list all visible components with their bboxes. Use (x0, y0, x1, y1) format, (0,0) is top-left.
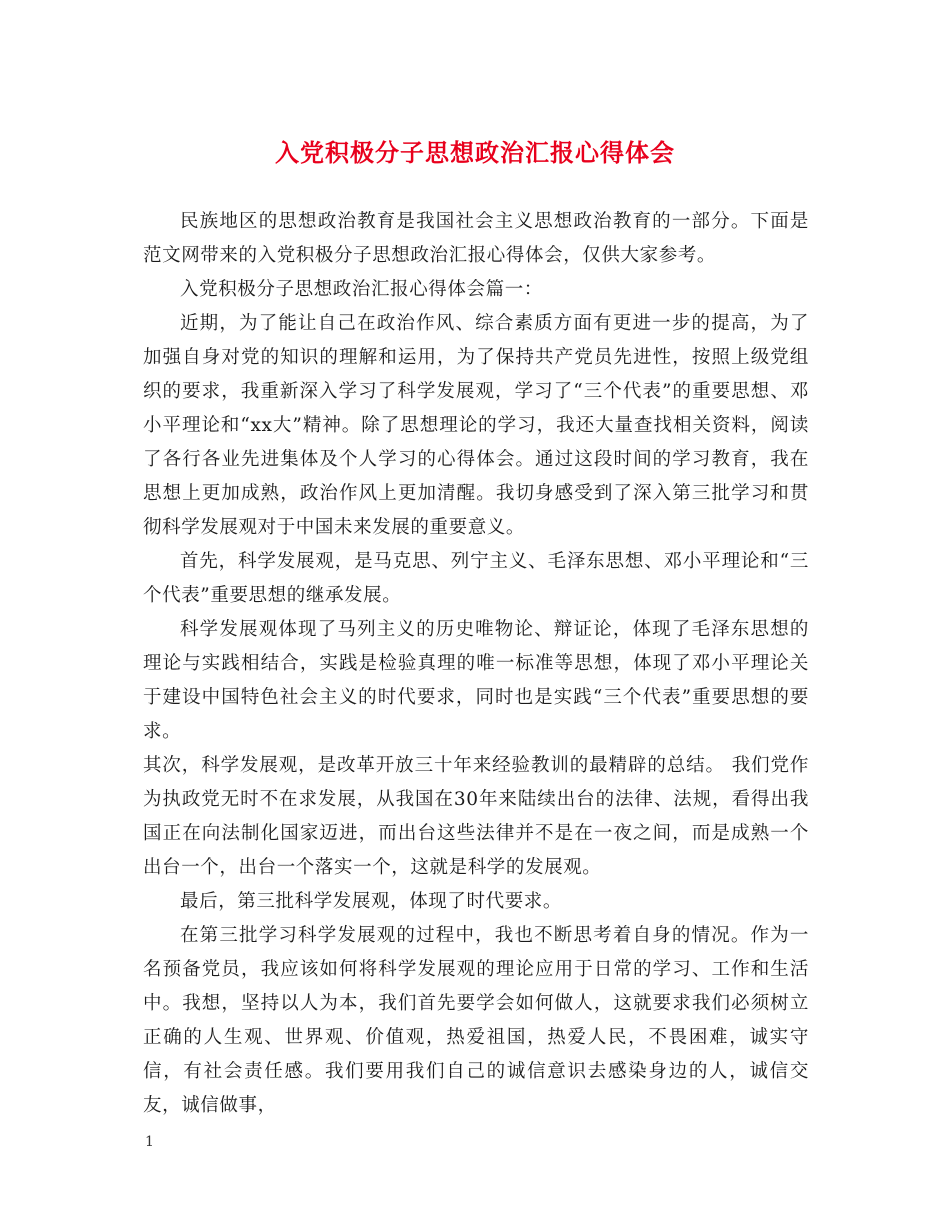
paragraph-reflection: 在第三批学习科学发展观的过程中，我也不断思考着自身的情况。作为一名预备党员，我应该如何将科学发展观的理论应用于日常的学习、工作和生活中。我想，坚持以人为本，我们首先要学会如何做人，这就要求我们必须树立正确的人生观、世界观、价值观，热爱祖国，热爱人民，不畏困难，诚实守信，有社会责任感。我们要用我们自己的诚信意识去感染身边的人，诚信交友，诚信做事， (143, 925, 809, 1116)
paragraph-section-heading: 入党积极分子思想政治汇报心得体会篇一： (180, 279, 543, 300)
paragraph-intro: 民族地区的思想政治教育是我国社会主义思想政治教育的一部分。下面是范文网带来的入党积极分子思想政治汇报心得体会，仅供大家参考。 (143, 211, 809, 266)
paragraph-last: 最后，第三批科学发展观，体现了时代要求。 (180, 891, 563, 912)
document-title: 入党积极分子思想政治汇报心得体会 (275, 138, 675, 167)
paragraph-scientific-development: 科学发展观体现了马列主义的历史唯物论、辩证论，体现了毛泽东思想的理论与实践相结合，实践是检验真理的唯一标准等思想，体现了邓小平理论关于建设中国特色社会主义的时代要求，同时也是实践“三个代表”重要思想的要求。 (143, 619, 809, 742)
paragraph-second: 其次，科学发展观，是改革开放三十年来经验教训的最精辟的总结。 我们党作为执政党无时不在求发展，从我国在30年来陆续出台的法律、法规，看得出我国正在向法制化国家迈进，而出台这些法律并不是在一夜之间，而是成熟一个出台一个，出台一个落实一个，这就是科学的发展观。 (143, 755, 809, 878)
paragraph-recent-study: 近期，为了能让自己在政治作风、综合素质方面有更进一步的提高，为了加强自身对党的知识的理解和运用，为了保持共产党员先进性，按照上级党组织的要求，我重新深入学习了科学发展观，学习了“三个代表”的重要思想、邓小平理论和“xx大”精神。除了思想理论的学习，我还大量查找相关资料，阅读了各行各业先进集体及个人学习的心得体会。通过这段时间的学习教育，我在思想上更加成熟，政治作风上更加清醒。我切身感受到了深入第三批学习和贯彻科学发展观对于中国未来发展的重要意义。 (143, 313, 809, 538)
page-number: 1 (145, 1134, 154, 1150)
paragraph-first: 首先，科学发展观，是马克思、列宁主义、毛泽东思想、邓小平理论和“三个代表”重要思想的继承发展。 (143, 551, 809, 606)
document-body (143, 205, 809, 1123)
